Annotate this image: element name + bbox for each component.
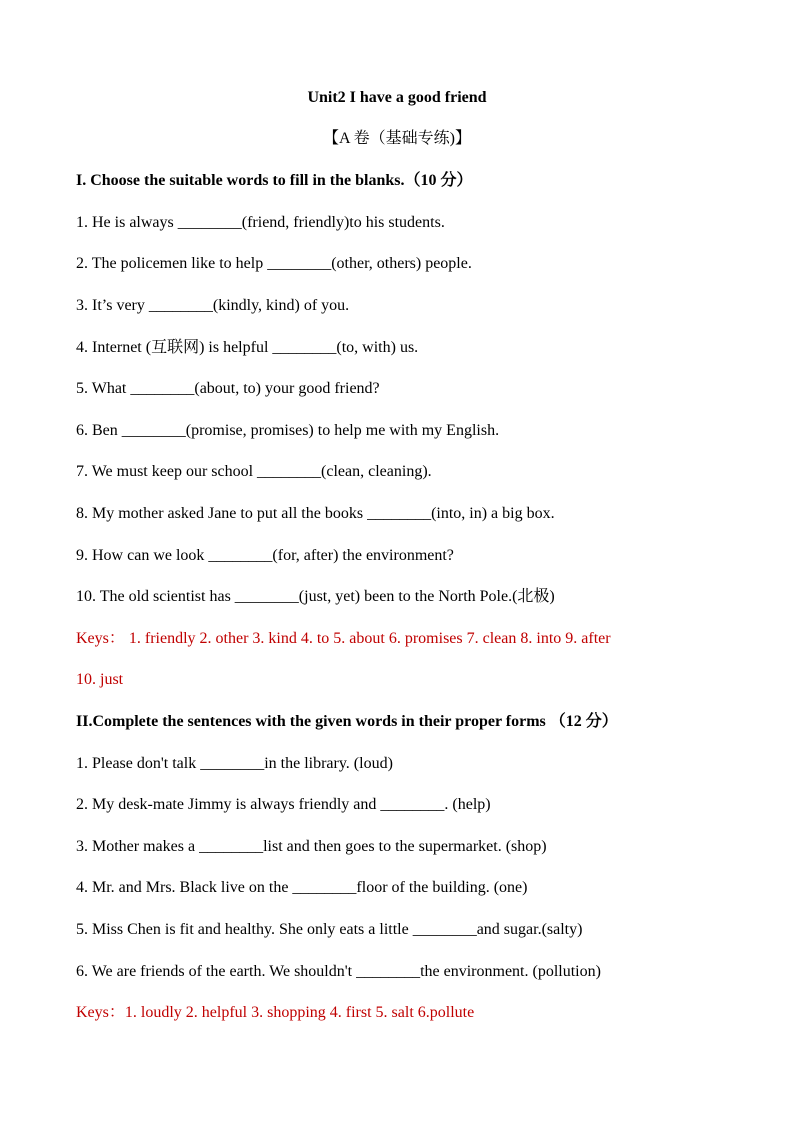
section-2-heading: II.Complete the sentences with the given words in their proper forms （12 分） <box>76 713 618 730</box>
section-1-item-7: 7. We must keep our school ________(clean, cleaning). <box>76 463 432 480</box>
section-1-keys: Keys： 1. friendly 2. other 3. kind 4. to 5. about 6. promises 7. clean 8. into 9. after <box>76 630 611 647</box>
section-2-item-6: 6. We are friends of the earth. We shouldn't ________the environment. (pollution) <box>76 963 601 980</box>
section-2-item-1: 1. Please don't talk ________in the library. (loud) <box>76 755 393 772</box>
section-1-item-3: 3. It’s very ________(kindly, kind) of you. <box>76 297 350 314</box>
section-1-item-2: 2. The policemen like to help ________(other, others) people. <box>76 255 472 272</box>
document-subtitle: 【A 卷（基础专练)】 <box>322 130 471 147</box>
document-title: Unit2 I have a good friend <box>307 89 487 106</box>
section-1-keys-continued: 10. just <box>76 671 124 688</box>
section-2-keys: Keys：1. loudly 2. helpful 3. shopping 4. first 5. salt 6.pollute <box>76 1004 475 1021</box>
section-1-item-6: 6. Ben ________(promise, promises) to help me with my English. <box>76 422 500 439</box>
section-1-item-9: 9. How can we look ________(for, after) the environment? <box>76 547 454 564</box>
section-2-item-4: 4. Mr. and Mrs. Black live on the ________floor of the building. (one) <box>76 879 528 896</box>
section-1-item-1: 1. He is always ________(friend, friendly)to his students. <box>76 214 445 231</box>
section-1-heading: I. Choose the suitable words to fill in the blanks.（10 分） <box>76 172 473 189</box>
section-1-item-4: 4. Internet (互联网) is helpful ________(to, with) us. <box>76 339 419 356</box>
section-1-item-8: 8. My mother asked Jane to put all the books ________(into, in) a big box. <box>76 505 555 522</box>
section-2-item-2: 2. My desk-mate Jimmy is always friendly and ________. (help) <box>76 796 491 813</box>
section-2-item-3: 3. Mother makes a ________list and then goes to the supermarket. (shop) <box>76 838 547 855</box>
section-1-item-5: 5. What ________(about, to) your good friend? <box>76 380 380 397</box>
section-1-item-10: 10. The old scientist has ________(just, yet) been to the North Pole.(北极) <box>76 588 555 605</box>
section-2-item-5: 5. Miss Chen is fit and healthy. She only eats a little ________and sugar.(salty) <box>76 921 583 938</box>
